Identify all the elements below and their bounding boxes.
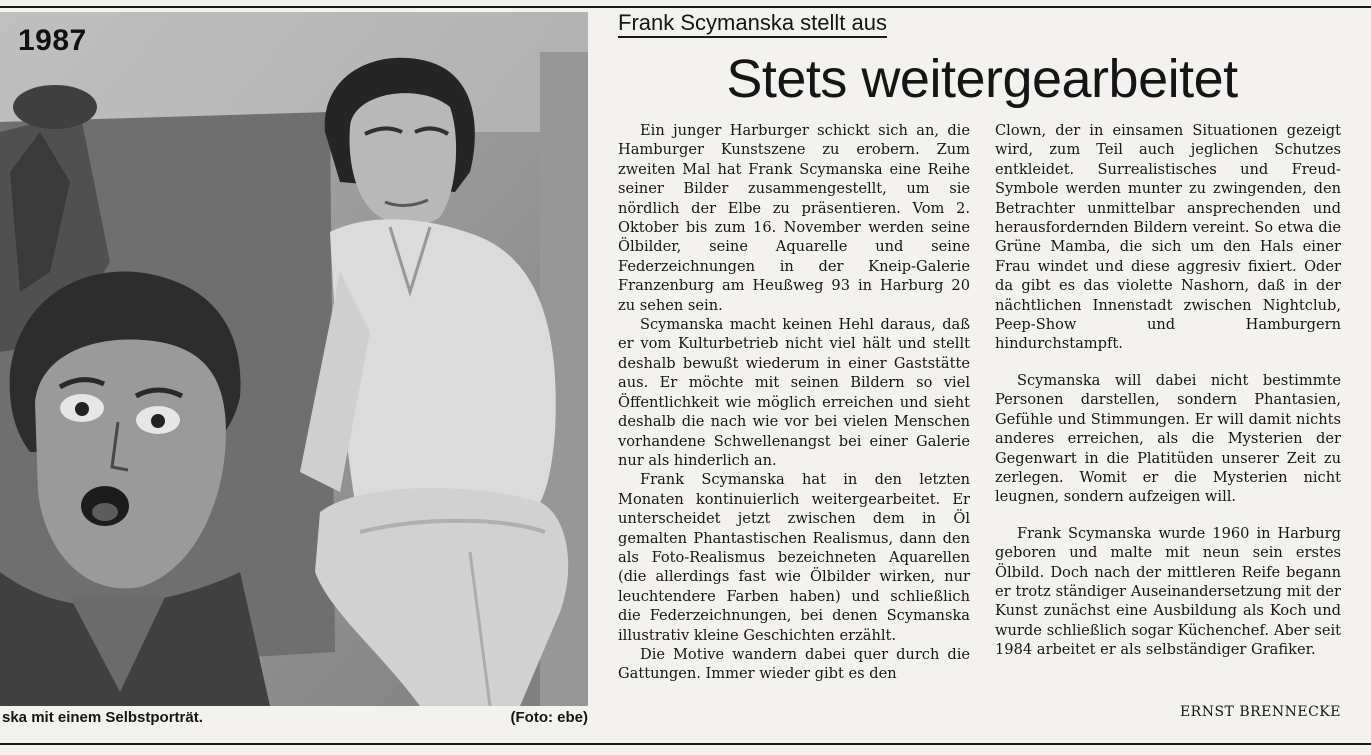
- article-column-1: [618, 121, 970, 684]
- paragraph: Frank Scymanska wurde 1960 in Harburg geboren und malte mit neun sein erstes Ölbild. Doch nach der mittleren Reife begann er trotz ständiger Auseinandersetzung mit der Kunst zunächst eine Ausbildung als Koch und wurde schließlich sogar Küchenchef. Aber seit 1984 arbeitet er als selbständiger Grafiker.: [995, 524, 1341, 659]
- paragraph: Clown, der in einsamen Situationen gezeigt wird, zum Teil auch jeglichen Schutzes entkleidet. Surrealistisches und Freud-Symbole werden munter zu zwingenden, den Betrachter unmittelbar ansprechenden und herausfordernden Bildern vereint. So etwa die Grüne Mamba, die sich um den Hals einer Frau windet und diese aggresiv fixiert. Oder da gibt es das violette Nashorn, daß in der nächtlichen Innenstadt zwischen Nightclub, Peep-Show und Hamburgern hindurchstampft.: [995, 122, 1341, 353]
- article-column-2: [995, 121, 1341, 660]
- article-kicker: Frank Scymanska stellt aus: [618, 10, 887, 38]
- paragraph: Ein junger Harburger schickt sich an, die Hamburger Kunstszene zu erobern. Zum zweiten Mal hat Frank Scymanska eine Reihe seiner Bilder zusammengestellt, um sie nördlich der Elbe zu präsentieren. Vom 2. Oktober bis zum 16. November werden seine Ölbilder, seine Aquarelle und seine Federzeichnungen in der Kneip-Galerie Franzenburg am Heußweg 93 in Harburg 20 zu sehen sein.: [618, 122, 970, 314]
- article-headline: Stets weitergearbeitet: [726, 49, 1238, 109]
- photo-illustration: [0, 12, 588, 706]
- paragraph: Die Motive wandern dabei quer durch die Gattungen. Immer wieder gibt es den: [618, 645, 970, 683]
- paragraph: Scymanska will dabei nicht bestimmte Personen darstellen, sondern Phantasien, Gefühle und Stimmungen. Er will damit nichts anderes erreichen, als die Mysterien der Gegenwart in die Platitüden unserer Zeit zu zerlegen. Womit er die Mysterien nicht leugnen, sondern aufzeigen will.: [995, 371, 1341, 506]
- author-byline: ERNST BRENNECKE: [1179, 704, 1341, 720]
- photo-caption: [0, 709, 588, 731]
- caption-text: ska mit einem Selbstporträt.: [2, 709, 203, 726]
- paragraph: Frank Scymanska hat in den letzten Monaten kontinuierlich weitergearbeitet. Er unterscheidet jetzt zwischen dem in Öl gemalten Phantastischen Realismus, dann den als Foto-Realismus bezeichneten Aquarellen (die allerdings fast wie Ölbilder wirken, nur leuchtendere Farben haben) und schließlich die Federzeichnungen, bei denen Scymanska illustrativ kleine Geschichten erzählt.: [618, 471, 970, 644]
- paragraph: Scymanska macht keinen Hehl daraus, daß er vom Kulturbetrieb nicht viel hält und stellt deshalb bewußt wiederum in einer Gaststätte aus. Er möchte mit seinen Bildern so viel Öffentlichkeit wie möglich erreichen und sieht deshalb die nach wie vor bei vielen Menschen vorhandene Schwellenangst bei einer Galerie nur als hinderlich an.: [618, 316, 970, 469]
- photo-credit: (Foto: ebe): [510, 709, 588, 726]
- year-label: 1987: [18, 24, 87, 57]
- news-photo: [0, 12, 588, 706]
- bottom-rule: [0, 743, 1371, 745]
- top-rule: [0, 6, 1371, 8]
